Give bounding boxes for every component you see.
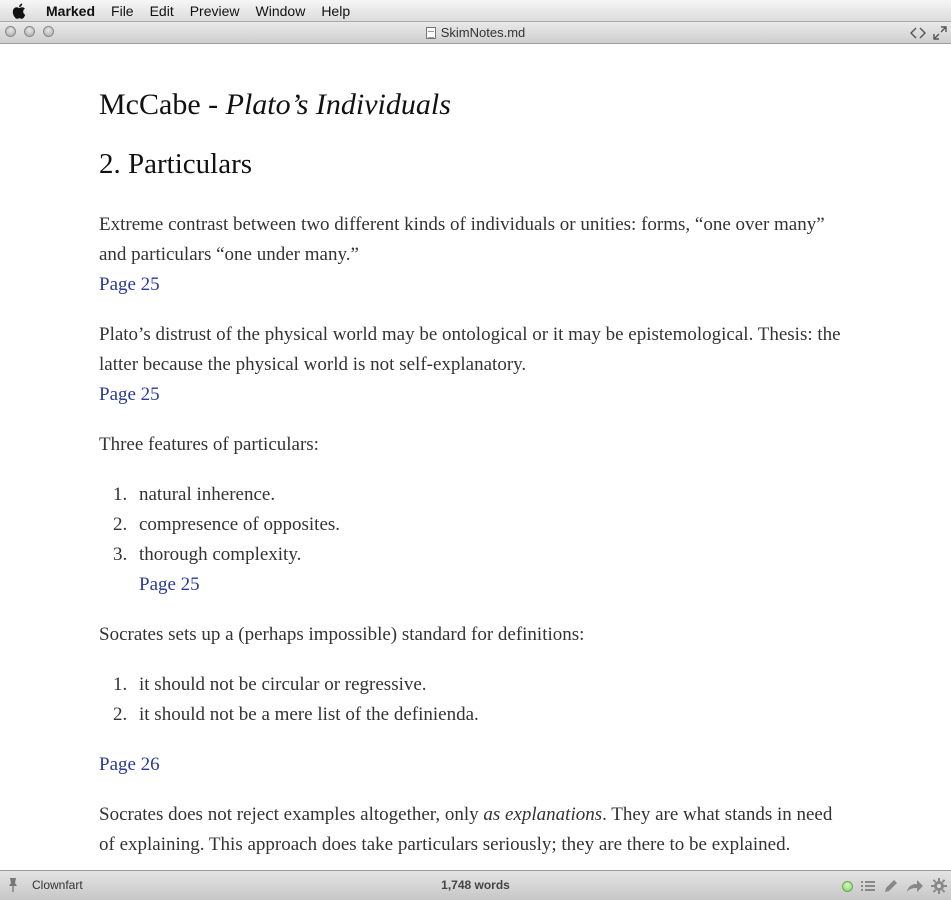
code-toggle-icon[interactable] (910, 24, 926, 42)
page-link[interactable]: Page 25 (99, 384, 160, 405)
toc-icon[interactable] (860, 879, 876, 893)
menu-help[interactable]: Help (321, 2, 351, 19)
page-link[interactable]: Page 25 (99, 274, 160, 295)
list-text: it should not be circular or regressive. (139, 674, 427, 695)
list-item (99, 540, 844, 570)
note-paragraph (99, 800, 844, 860)
preview-pane[interactable] (0, 44, 951, 870)
ordered-list (99, 480, 844, 570)
list-text: it should not be a mere list of the definienda. (139, 704, 479, 725)
emphasis-text: as explanations (483, 804, 603, 825)
section-heading: 2. Particulars (99, 148, 253, 180)
fullscreen-icon[interactable] (933, 24, 947, 42)
list-number: 1. (113, 674, 128, 695)
gear-icon[interactable] (931, 878, 947, 894)
status-tools (842, 878, 947, 894)
note-block-3 (99, 430, 844, 460)
note-paragraph: Extreme contrast between two different kinds of individuals or unities: forms, “one over many” and particulars “one under many.” (99, 214, 825, 265)
list-number: 2. (113, 704, 128, 725)
note-paragraph: Plato’s distrust of the physical world may be ontological or it may be epistemological. Thesis: the latter because the physical world is not self-explanatory. (99, 324, 841, 375)
ordered-list (99, 670, 844, 730)
list-item (99, 700, 844, 730)
menu-bar (0, 0, 951, 22)
title-author: McCabe - (99, 88, 226, 121)
title-book: Plato’s Individuals (225, 88, 451, 121)
note-block-4 (99, 620, 844, 650)
status-ok-icon (842, 881, 853, 892)
title-bar-tools (910, 24, 947, 42)
note-block-1 (99, 210, 844, 300)
share-icon[interactable] (906, 879, 924, 893)
document-title (99, 87, 451, 123)
document-icon (426, 27, 436, 39)
edit-pencil-icon[interactable] (883, 879, 899, 893)
note-paragraph: Socrates sets up a (perhaps impossible) standard for definitions: (99, 624, 585, 645)
window-title-text: SkimNotes.md (440, 25, 526, 40)
word-count[interactable]: 1,748 words (441, 878, 510, 892)
preview-style-name[interactable]: Clownfart (32, 878, 83, 892)
definitions-list-block (99, 670, 844, 730)
list-text: thorough complexity. (139, 544, 302, 565)
menu-window[interactable]: Window (255, 2, 306, 19)
menu-preview[interactable]: Preview (189, 2, 240, 19)
menu-edit[interactable]: Edit (149, 2, 174, 19)
list-text: natural inherence. (139, 484, 276, 505)
list-number: 1. (113, 484, 128, 505)
note-block-6 (99, 800, 844, 860)
list-text: compresence of opposites. (139, 514, 341, 535)
list-item (99, 670, 844, 700)
list-number: 2. (113, 514, 128, 535)
note-block-5 (99, 750, 844, 780)
menu-file[interactable]: File (111, 2, 134, 19)
list-item (99, 510, 844, 540)
text-run: Socrates does not reject examples altogether, only (99, 804, 484, 825)
status-bar (0, 870, 951, 900)
apple-icon[interactable] (11, 2, 29, 20)
window-title-bar (0, 22, 951, 44)
menu-app-name[interactable]: Marked (46, 2, 96, 19)
text-run: . They are what stands in need of explaining. This approach does take particulars seriously; they are there to be explained. (99, 804, 833, 855)
note-block-2 (99, 320, 844, 410)
list-number: 3. (113, 544, 128, 565)
note-paragraph: Three features of particulars: (99, 434, 319, 455)
window-title (0, 22, 951, 43)
page-link[interactable]: Page 25 (139, 574, 200, 595)
list-link-wrapper (99, 570, 844, 600)
list-item (99, 480, 844, 510)
features-list-block (99, 480, 844, 600)
page-link[interactable]: Page 26 (99, 754, 160, 775)
